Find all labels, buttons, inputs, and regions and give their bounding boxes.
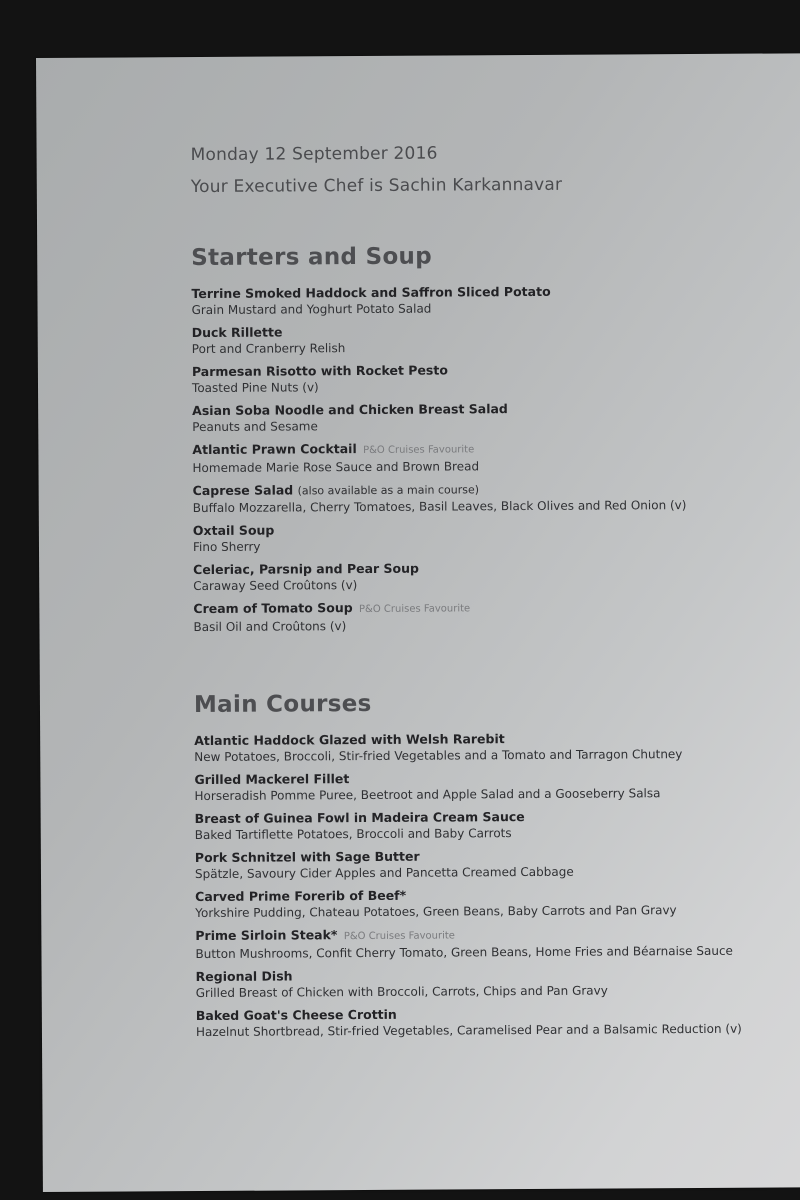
favourite-badge: P&O Cruises Favourite [343,930,455,943]
dish-name: Breast of Guinea Fowl in Madeira Cream Sauce [194,809,525,827]
dish-name: Grilled Mackerel Fillet [194,771,350,788]
menu-content [190,135,786,1046]
menu-date: Monday 12 September 2016 [190,143,438,166]
starters-list [191,281,783,636]
menu-item [196,964,786,1002]
dish-name: Celeriac, Parsnip and Pear Soup [193,560,419,578]
dish-name: Parmesan Risotto with Rocket Pesto [191,362,448,380]
menu-item [194,728,784,766]
menu-item [191,281,781,319]
dish-description: Hazelnut Shortbread, Stir-fried Vegetables, Caramelised Pear and a Balsamic Reduction (v) [195,1021,742,1040]
dish-description: Port and Cranberry Relish [191,341,346,357]
dish-name: Atlantic Prawn Cocktail [192,441,357,458]
dish-description: Fino Sherry [192,539,261,555]
dish-name: Cream of Tomato Soup [193,600,353,617]
menu-item [193,596,783,636]
dish-name: Prime Sirloin Steak* [195,927,338,944]
dish-name: Caprese Salad [192,482,294,499]
dish-description: Spätzle, Savoury Cider Apples and Pancetta Creamed Cabbage [194,864,574,882]
menu-item [195,845,785,883]
menu-item [195,884,785,922]
dish-description: Baked Tartiflette Potatoes, Broccoli and Baby Carrots [194,826,512,843]
dish-name: Terrine Smoked Haddock and Saffron Sliced Potato [191,283,551,302]
dish-description: Toasted Pine Nuts (v) [191,380,319,396]
dish-description: Peanuts and Sesame [192,419,318,435]
menu-item [193,478,783,517]
dish-description: Horseradish Pomme Puree, Beetroot and Apple Salad and a Gooseberry Salsa [194,786,661,804]
dish-description: Button Mushrooms, Confit Cherry Tomato, Green Beans, Home Fries and Béarnaise Sauce [195,943,733,962]
menu-item [195,923,785,963]
dish-description: Homemade Marie Rose Sauce and Brown Bread [192,459,480,476]
dish-name: Asian Soba Noodle and Chicken Breast Salad [192,401,508,419]
dish-description: Basil Oil and Croûtons (v) [193,619,347,635]
menu-item [196,1003,786,1041]
dish-name: Pork Schnitzel with Sage Butter [194,848,420,866]
menu-item [194,767,784,805]
menu-item [192,398,782,436]
menu-item [192,320,782,358]
favourite-badge: P&O Cruises Favourite [358,603,471,616]
dish-name: Oxtail Soup [192,522,275,539]
dish-description: Buffalo Mozzarella, Cherry Tomatoes, Basil Leaves, Black Olives and Red Onion (v) [192,498,687,516]
section-title-starters: Starters and Soup [191,243,433,272]
dish-description: Grain Mustard and Yoghurt Potato Salad [191,301,432,318]
dish-name: Atlantic Haddock Glazed with Welsh Rarebit [194,731,505,749]
dish-description: Yorkshire Pudding, Chateau Potatoes, Green Beans, Baby Carrots and Pan Gravy [195,903,677,921]
section-title-mains: Main Courses [193,690,372,719]
dish-description: Grilled Breast of Chicken with Broccoli, Carrots, Chips and Pan Gravy [195,983,608,1001]
menu-item [193,557,783,595]
executive-chef: Your Executive Chef is Sachin Karkannavar [190,174,563,198]
favourite-badge: P&O Cruises Favourite [363,444,475,457]
mains-list [194,728,786,1041]
dish-description: Caraway Seed Croûtons (v) [193,578,358,594]
menu-item [193,518,783,556]
menu-card [36,53,800,1192]
menu-item [192,359,782,397]
dish-description: New Potatoes, Broccoli, Stir-fried Vegetables and a Tomato and Tarragon Chutney [194,747,683,765]
dish-name: Carved Prime Forerib of Beef* [195,887,407,905]
dish-name: Baked Goat's Cheese Crottin [195,1006,397,1024]
dish-note: (also available as a main course) [297,483,480,498]
menu-item [195,806,785,844]
menu-item [192,437,782,477]
dish-name: Regional Dish [195,968,293,985]
dish-name: Duck Rillette [191,324,283,341]
